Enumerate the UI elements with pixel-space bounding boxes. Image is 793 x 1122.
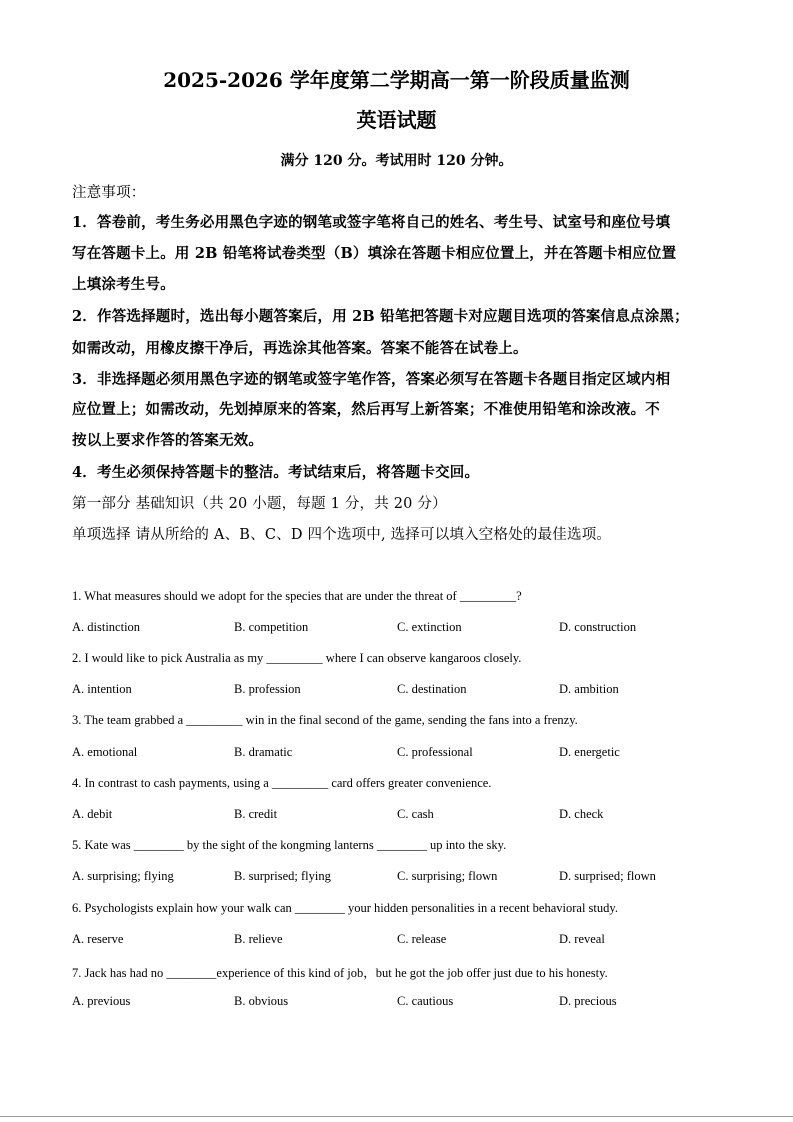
option-d: D. energetic — [559, 745, 620, 759]
note-line: 如需改动，用橡皮擦干净后，再选涂其他答案。答案不能答在试卷上。 — [72, 340, 528, 357]
option-b: B. surprised; flying — [234, 869, 331, 883]
option-b: B. credit — [234, 807, 278, 821]
option-d: D. precious — [559, 994, 617, 1008]
section-instruction: 单项选择 请从所给的 A、B、C、D 四个选项中, 选择可以填入空格处的最佳选项。 — [72, 527, 612, 543]
option-a: A. debit — [72, 807, 113, 821]
option-d: D. reveal — [559, 932, 605, 946]
option-c: C. release — [397, 932, 447, 946]
option-a: A. distinction — [72, 620, 141, 634]
option-c: C. cautious — [397, 994, 454, 1008]
notes-heading: 注意事项： — [72, 185, 146, 201]
option-c: C. destination — [397, 682, 467, 696]
option-c: C. extinction — [397, 620, 462, 634]
option-c: C. professional — [397, 745, 473, 759]
question-stem: 5. Kate was ________ by the sight of the kongming lanterns ________ up into the sky. — [72, 838, 507, 852]
question-stem: 1. What measures should we adopt for the species that are under the threat of _________? — [72, 589, 522, 603]
option-b: B. profession — [234, 682, 301, 696]
option-b: B. competition — [234, 620, 309, 634]
option-d: D. construction — [559, 620, 637, 634]
note-line: 按以上要求作答的答案无效。 — [72, 432, 264, 449]
score-time-note: 满分 120 分。考试用时 120 分钟。 — [280, 153, 513, 169]
option-c: C. surprising; flown — [397, 869, 498, 883]
option-b: B. obvious — [234, 994, 289, 1008]
option-a: A. emotional — [72, 745, 138, 759]
question-stem: 6. Psychologists explain how your walk can ________ your hidden personalities in a recent behavioral study. — [72, 901, 618, 915]
page-bottom-divider — [0, 1116, 793, 1117]
subject-title: 英语试题 — [356, 108, 437, 132]
section-heading: 第一部分 基础知识（共 20 小题，每题 1 分，共 20 分） — [72, 496, 447, 512]
exam-title: 2025-2026 学年度第二学期高一第一阶段质量监测 — [163, 68, 630, 92]
note-line: 2．作答选择题时，选出每小题答案后，用 2B 铅笔把答题卡对应题目选项的答案信息点涂黑； — [72, 308, 689, 325]
option-d: D. ambition — [559, 682, 619, 696]
note-line: 4．考生必须保持答题卡的整洁。考试结束后，将答题卡交回。 — [72, 464, 480, 481]
option-a: A. previous — [72, 994, 131, 1008]
option-c: C. cash — [397, 807, 434, 821]
option-a: A. surprising; flying — [72, 869, 174, 883]
option-d: D. check — [559, 807, 604, 821]
note-line: 1．答卷前，考生务必用黑色字迹的钢笔或签字笔将自己的姓名、考生号、试室号和座位号填 — [72, 214, 671, 231]
option-d: D. surprised; flown — [559, 869, 656, 883]
note-line: 应位置上；如需改动，先划掉原来的答案，然后再写上新答案；不准使用铅笔和涂改液。不 — [72, 401, 660, 418]
option-a: A. intention — [72, 682, 132, 696]
question-stem: 4. In contrast to cash payments, using a _________ card offers greater convenience. — [72, 776, 492, 790]
question-stem: 7. Jack has had no ________experience of this kind of job，but he got the job offer just due to his honesty. — [72, 966, 608, 980]
note-line: 3．非选择题必须用黑色字迹的钢笔或签字笔作答，答案必须写在答题卡各题目指定区域内相 — [72, 371, 671, 388]
option-a: A. reserve — [72, 932, 124, 946]
note-line: 写在答题卡上。用 2B 铅笔将试卷类型（B）填涂在答题卡相应位置上，并在答题卡相应位置 — [72, 245, 677, 262]
option-b: B. dramatic — [234, 745, 293, 759]
note-line: 上填涂考生号。 — [72, 276, 175, 293]
question-stem: 2. I would like to pick Australia as my _________ where I can observe kangaroos closely. — [72, 651, 522, 665]
option-b: B. relieve — [234, 932, 283, 946]
question-stem: 3. The team grabbed a _________ win in the final second of the game, sending the fans into a frenzy. — [72, 713, 578, 727]
